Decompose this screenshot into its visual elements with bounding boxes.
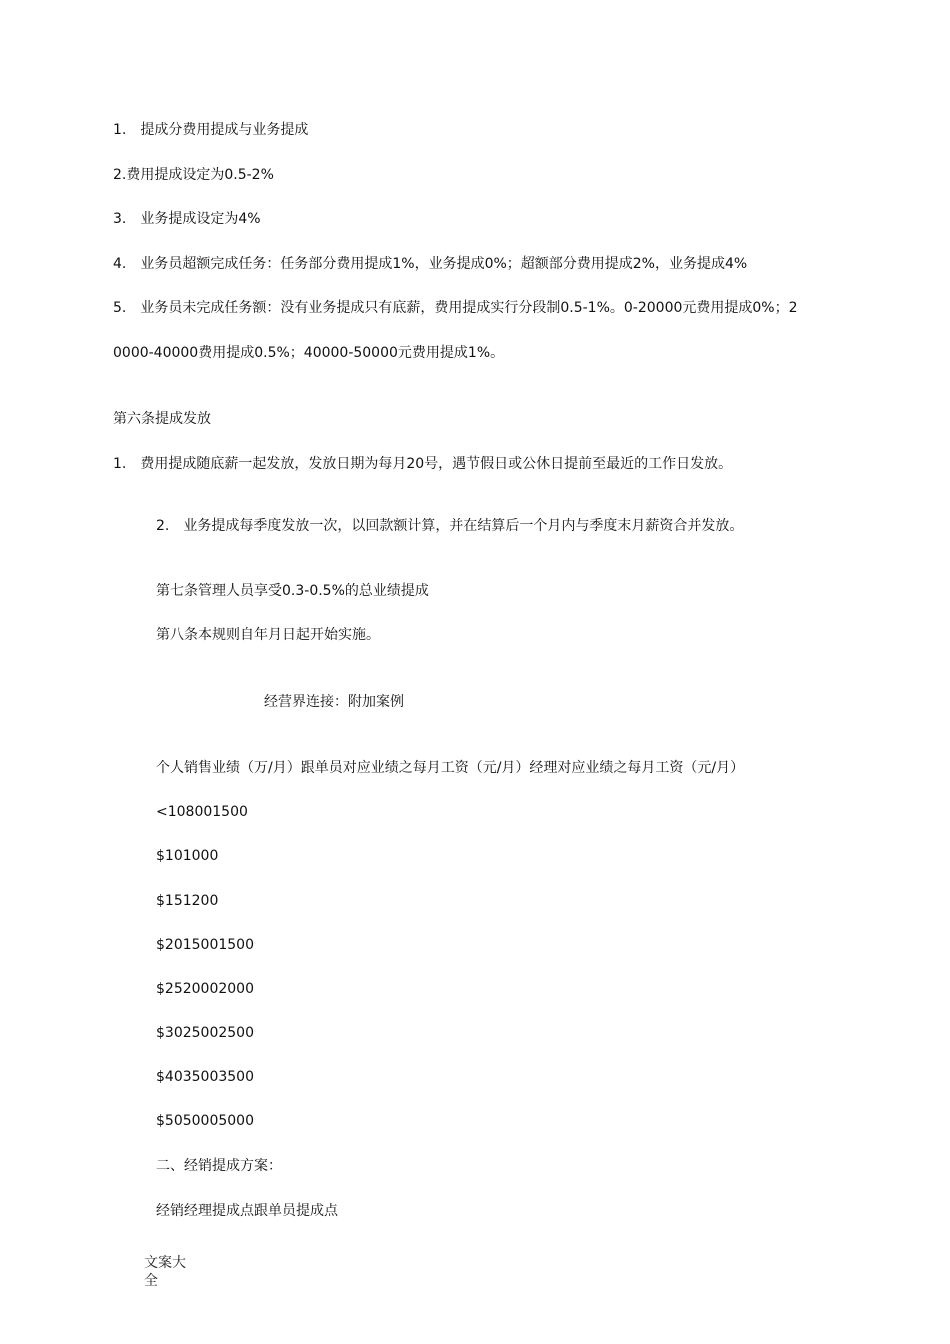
section-2-heading: 二、经销提成方案：	[156, 1158, 282, 1174]
table-row: $3025002500	[156, 1025, 254, 1041]
article-6-item-2: 2. 业务提成每季度发放一次，以回款额计算，并在结算后一个月内与季度末月薪资合并发放。	[156, 518, 744, 534]
item-1: 1. 提成分费用提成与业务提成	[113, 122, 309, 138]
table-row: $5050005000	[156, 1113, 254, 1129]
table-row: $2520002000	[156, 981, 254, 997]
article-6-heading: 第六条提成发放	[113, 411, 211, 427]
item-5-line-2: 0000-40000费用提成0.5%；40000-50000元费用提成1%。	[113, 345, 505, 361]
table-row: $2015001500	[156, 937, 254, 953]
table-row: <108001500	[156, 804, 248, 820]
item-3: 3. 业务提成设定为4%	[113, 211, 261, 227]
item-4: 4. 业务员超额完成任务：任务部分费用提成1%，业务提成0%；超额部分费用提成2%，业务提成4%	[113, 256, 748, 272]
case-title: 经营界连接：附加案例	[264, 694, 404, 710]
item-5-line-1: 5. 业务员未完成任务额：没有业务提成只有底薪，费用提成实行分段制0.5-1%。0-20000元费用提成0%；2	[113, 300, 798, 316]
table-row: $151200	[156, 893, 219, 909]
article-7: 第七条管理人员享受0.3-0.5%的总业绩提成	[156, 583, 429, 599]
table-row: $4035003500	[156, 1069, 254, 1085]
section-2-subheading: 经销经理提成点跟单员提成点	[156, 1203, 338, 1219]
article-8: 第八条本规则自年月日起开始实施。	[156, 627, 380, 643]
footer-watermark: 文案大全	[144, 1255, 186, 1289]
table-row: $101000	[156, 848, 219, 864]
item-2: 2.费用提成设定为0.5-2%	[113, 167, 274, 183]
table-header: 个人销售业绩（万/月）跟单员对应业绩之每月工资（元/月）经理对应业绩之每月工资（元/月）	[156, 760, 745, 776]
article-6-item-1: 1. 费用提成随底薪一起发放，发放日期为每月20号，遇节假日或公休日提前至最近的工作日发放。	[113, 456, 733, 472]
